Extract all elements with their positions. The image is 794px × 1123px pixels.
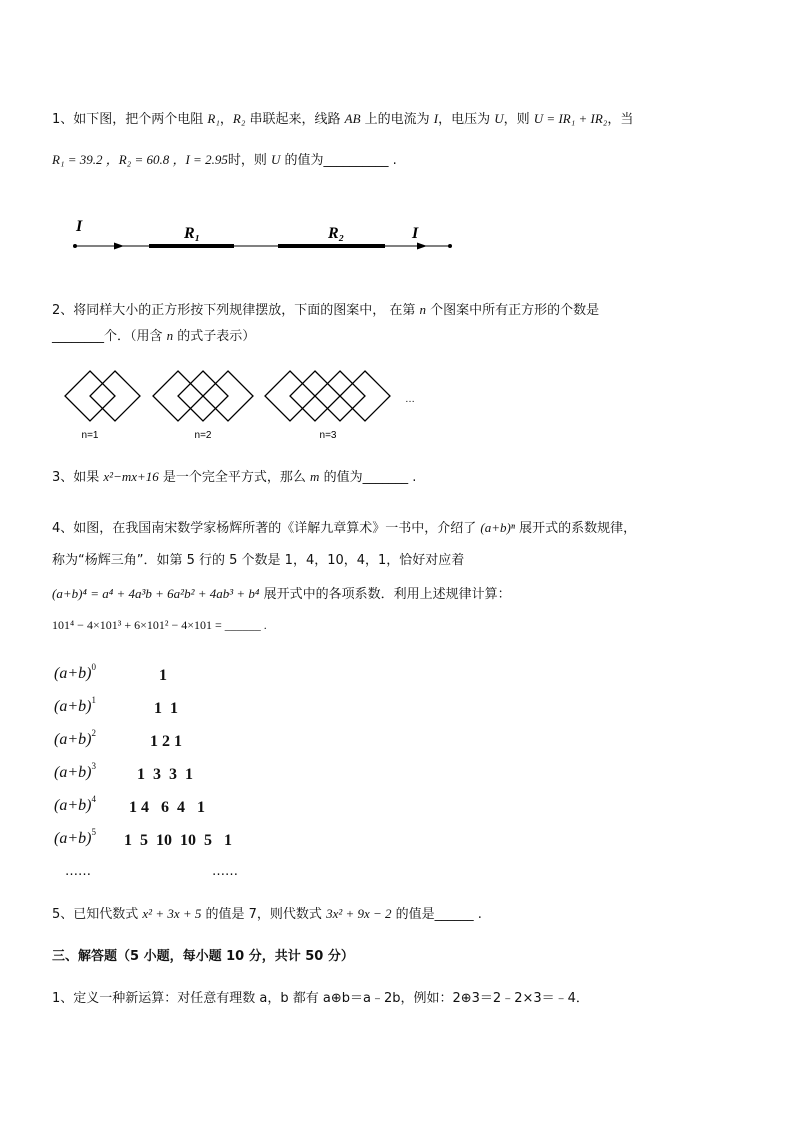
q5-expression-2: 3x² + 9x − 2	[326, 906, 392, 921]
yanghui-dots-right: ……	[212, 864, 238, 879]
yanghui-coefs: 1	[159, 667, 167, 684]
r1-label: R₁	[184, 225, 201, 242]
q4-line4: 101⁴ − 4×101³ + 6×101² − 4×101 = ______ .	[52, 618, 267, 632]
q3-line: 3、如果 x²−mx+16 是一个完全平方式，那么 m 的值为_______ .	[52, 469, 417, 485]
current-label-right: I	[412, 225, 419, 242]
q2-line1: 2、将同样大小的正方形按下列规律摆放，下面的图案中， 在第 n 个图案中所有正方形的个数是	[52, 302, 600, 318]
yanghui-row: $(a+b)^1$	[54, 695, 96, 715]
q1-line2: R₁ = 39.2 ，R₂ = 60.8 ，I = 2.95时，则 U 的值为__________ .	[52, 152, 397, 168]
q5-expression-1: x² + 3x + 5	[142, 906, 202, 921]
yanghui-row: $(a+b)^4$	[54, 794, 96, 814]
q3-expression: x²−mx+16	[103, 469, 159, 484]
q5-line: 5、已知代数式 x² + 3x + 5 的值是 7，则代数式 3x² + 9x − 2 的值是______ .	[52, 906, 482, 922]
yanghui-row: $(a+b)^5$	[54, 827, 96, 847]
q4-line1: 4、如图，在我国南宋数学家杨辉所著的《详解九章算术》一书中，介绍了 (a+b)ⁿ 展开式的系数规律，	[52, 520, 637, 536]
yanghui-coefs: 1 4 6 4 1	[129, 799, 205, 816]
q1-line1: 1、如下图，把个两个电阻 R₁，R₂ 串联起来，线路 AB 上的电流为 I，电压为 U，则 U = IR₁ + IR₂，当	[52, 111, 634, 127]
q4-binomial: (a+b)ⁿ	[480, 520, 515, 535]
q4-line3: (a+b)⁴ = a⁴ + 4a³b + 6a²b² + 4ab³ + b⁴ 展开式中的各项系数．利用上述规律计算：	[52, 586, 511, 602]
q2-line2: ________个．（用含 n 的式子表示）	[52, 328, 256, 344]
q4-line2: 称为“杨辉三角”．如第 5 行的 5 个数是 1，4，10，4，1，恰好对应着	[52, 553, 465, 568]
q4-expansion: (a+b)⁴ = a⁴ + 4a³b + 6a²b² + 4ab³ + b⁴	[52, 586, 260, 601]
pattern-ellipsis: …	[405, 394, 415, 405]
pattern-n2	[153, 371, 253, 421]
yanghui-dots-left: ……	[65, 864, 91, 879]
yanghui-row: $(a+b)^0$	[54, 662, 96, 682]
yanghui-coefs: 1 3 3 1	[137, 766, 193, 783]
ab-symbol: AB	[344, 111, 361, 126]
s3-q1-line: 1、定义一种新运算：对任意有理数 a，b 都有 a⊕b＝a﹣2b，例如：2⊕3＝2﹣2×3＝﹣4．	[52, 991, 589, 1006]
r1-symbol: R₁	[207, 111, 220, 126]
section-heading: 三、解答题（5 小题，每小题 10 分，共计 50 分）	[52, 949, 354, 964]
yanghui-coefs: 1 5 10 10 5 1	[124, 832, 232, 849]
r2-symbol: R₂	[232, 111, 246, 126]
pattern-n1	[65, 371, 140, 421]
pattern-n3	[265, 371, 390, 421]
pattern-label-n2: n=2	[194, 430, 212, 441]
yanghui-row: $(a+b)^3$	[54, 761, 96, 781]
r2-label: R₂	[328, 225, 345, 242]
q1-formula: U = IR₁ + IR₂	[533, 111, 608, 126]
current-label-left: I	[76, 218, 83, 235]
yanghui-row: $(a+b)^2$	[54, 728, 96, 748]
pattern-label-n1: n=1	[81, 430, 99, 441]
yanghui-coefs: 1 1	[154, 700, 178, 717]
yanghui-coefs: 1 2 1	[150, 733, 182, 750]
q1-values: R₁ = 39.2 ，R₂ = 60.8 ，I = 2.95	[52, 152, 228, 167]
pattern-label-n3: n=3	[319, 430, 337, 441]
